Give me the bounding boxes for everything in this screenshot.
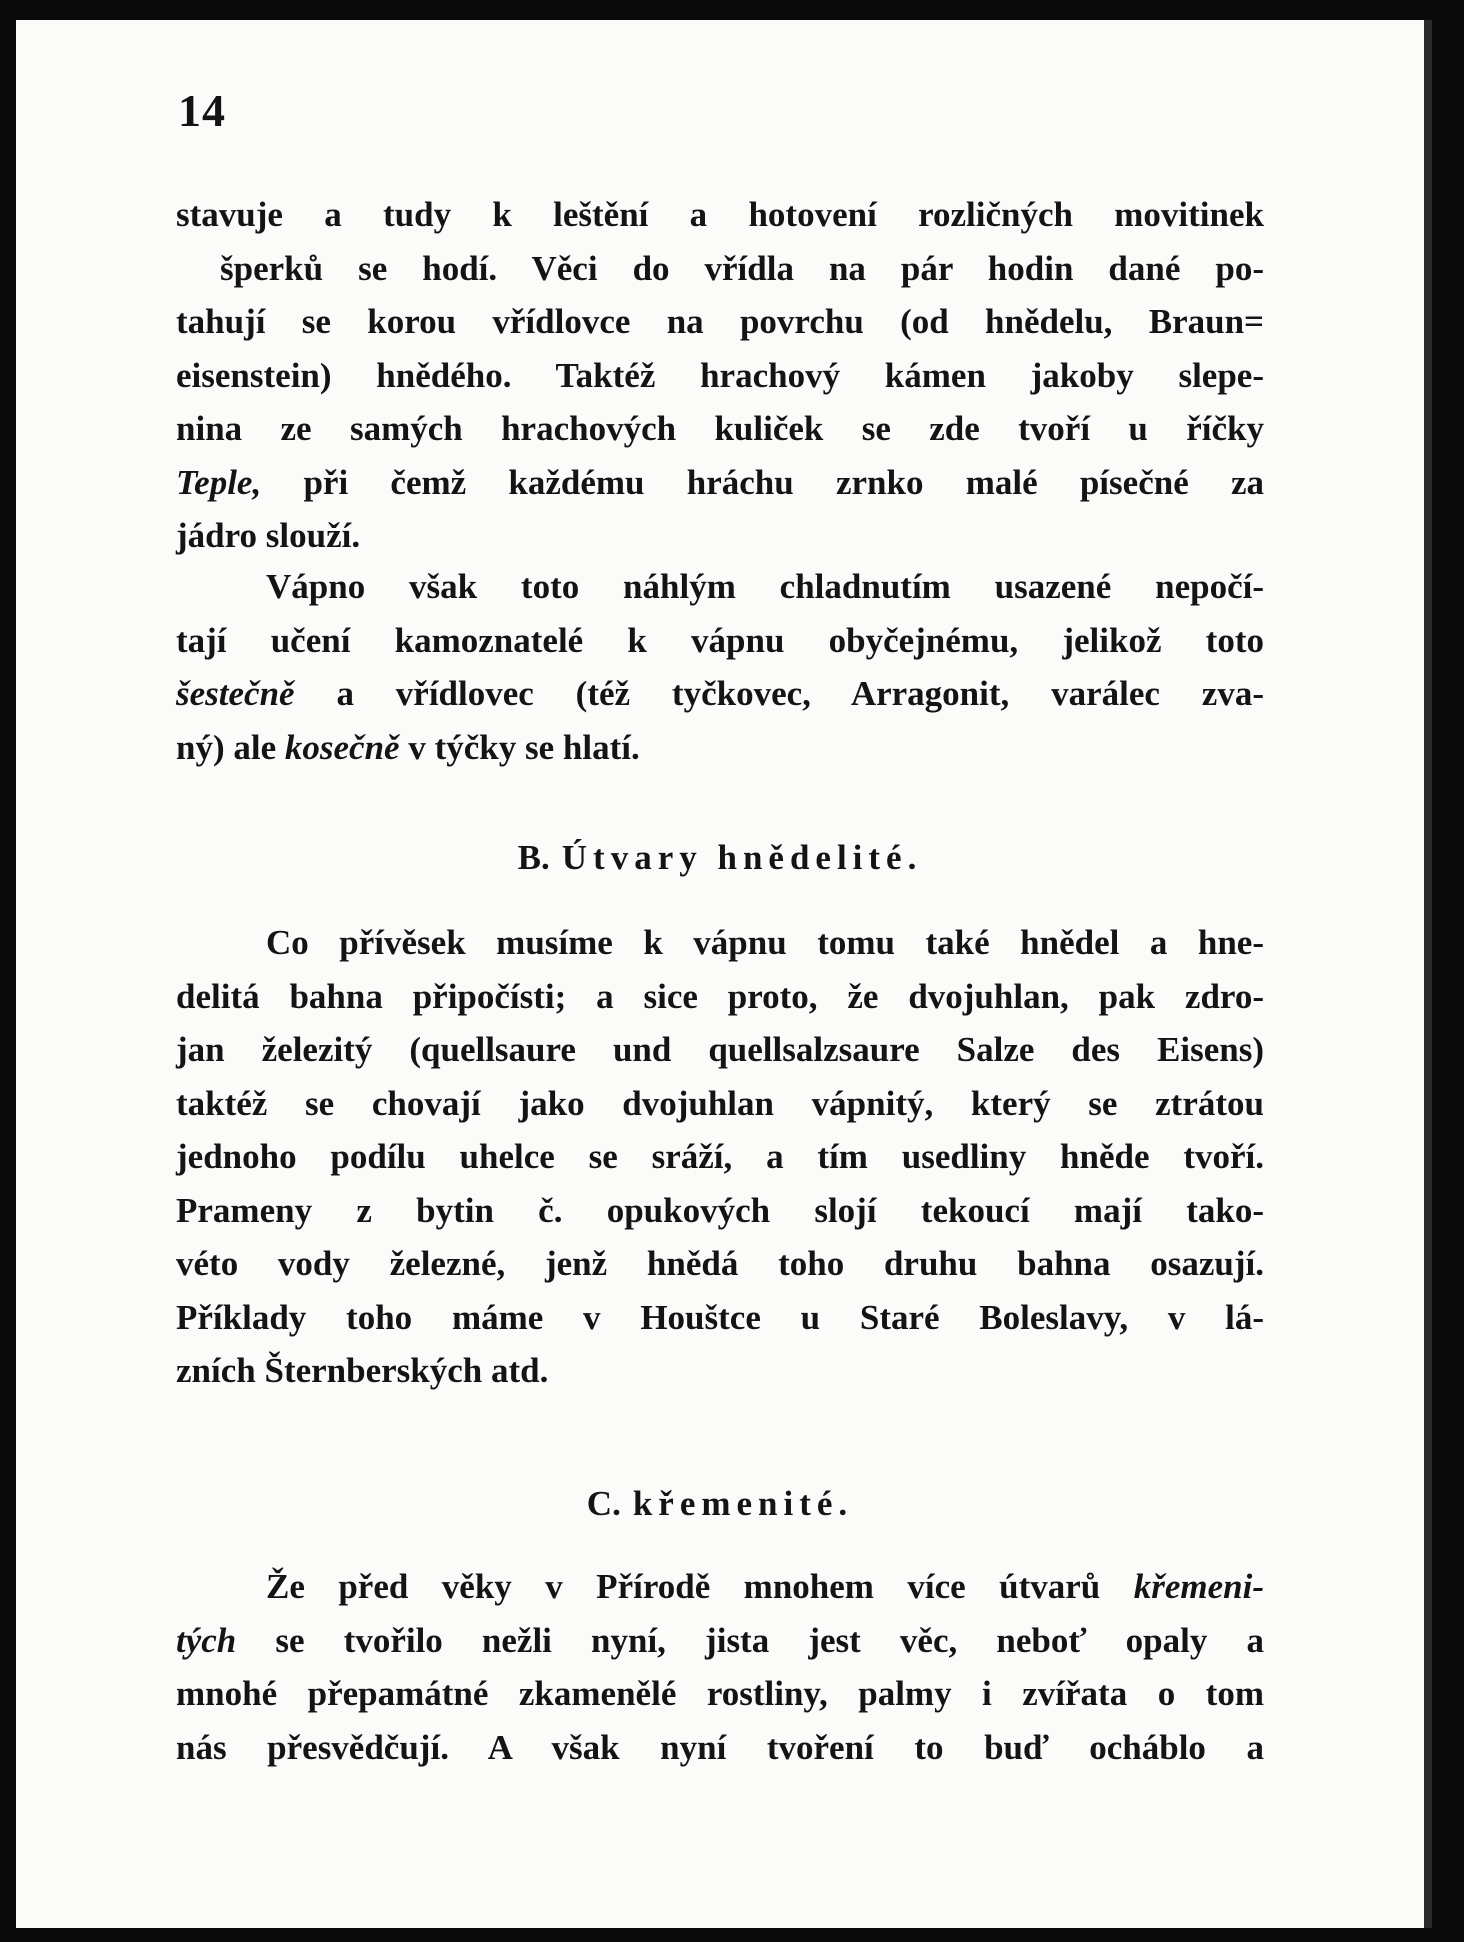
text-line: tahují se korou vřídlovce na povrchu (od hnědelu, Braun= <box>176 302 1264 341</box>
italic-term: šestečně <box>176 674 295 713</box>
paragraph-3 <box>176 916 1264 1398</box>
text-line: jádro slouží. <box>176 516 361 555</box>
text-span: Že před věky v Přírodě mnohem více útvarů <box>266 1567 1101 1606</box>
section-title: Útvary hnědelité. <box>561 838 923 877</box>
text-line: nás přesvědčují. A však nyní tvoření to buď ocháblo a <box>176 1727 1264 1767</box>
text-line: nina ze samých hrachových kuliček se zde tvoří u říčky <box>176 409 1264 448</box>
text-line: tají učení kamoznatelé k vápnu obyčejnému, jelikož toto <box>176 620 1264 660</box>
text-span: při čemž každému hráchu zrnko malé písečné za <box>303 462 1264 502</box>
section-label: B. <box>517 838 550 877</box>
section-heading-b <box>176 838 1264 878</box>
text-line: šperků se hodí. Věci do vřídla na pár hodin dané po- <box>220 248 1264 288</box>
text-span: ný) ale <box>176 727 277 767</box>
text-line <box>176 721 1264 775</box>
text-line: jednoho podílu uhelce se sráží, a tím usedliny hněde tvoří. <box>176 1137 1264 1176</box>
italic-term: Teple, <box>176 462 262 502</box>
text-line: zních Šternberských atd. <box>176 1351 549 1390</box>
text-line: Vápno však toto náhlým chladnutím usazené nepočí- <box>266 567 1264 606</box>
text-line <box>176 1560 1264 1614</box>
paragraph-2 <box>176 560 1264 774</box>
scan-edge-left <box>0 0 16 1942</box>
text-line: mnohé přepamátné zkamenělé rostliny, palmy i zvířata o tom <box>176 1674 1264 1713</box>
text-line: Prameny z bytin č. opukových slojí tekoucí mají tako- <box>176 1190 1264 1230</box>
text-line: taktéž se chovají jako dvojuhlan vápnitý, který se ztrátou <box>176 1083 1264 1123</box>
text-span: a vřídlovec (též tyčkovec, Arragonit, varálec zva- <box>336 674 1264 713</box>
italic-term: kosečně <box>284 727 400 767</box>
text-line: stavuje a tudy k leštění a hotovení rozličných movitinek <box>176 195 1264 234</box>
italic-term: křemeni- <box>1133 1567 1264 1606</box>
text-line: jan železitý (quellsaure und quellsalzsaure Salze des Eisens) <box>176 1030 1264 1069</box>
text-line: véto vody železné, jenž hnědá toho druhu bahna osazují. <box>176 1244 1264 1283</box>
text-line: delitá bahna připočísti; a sice proto, že dvojuhlan, pak zdro- <box>176 976 1264 1016</box>
text-line <box>176 667 1264 721</box>
section-title: křemenité. <box>632 1484 854 1523</box>
text-line: Co přívěsek musíme k vápnu tomu také hnědel a hne- <box>266 923 1264 962</box>
section-heading-c <box>176 1484 1264 1524</box>
scan-edge-bottom <box>0 1928 1464 1942</box>
text-line <box>176 456 1264 510</box>
text-line: Příklady toho máme v Houštce u Staré Boleslavy, v lá- <box>176 1297 1264 1337</box>
text-span: v týčky se hlatí. <box>408 727 640 767</box>
paragraph-1 <box>176 188 1264 563</box>
section-label: C. <box>586 1484 621 1523</box>
page-number: 14 <box>178 85 226 136</box>
text-line <box>176 1614 1264 1668</box>
text-line: eisenstein) hnědého. Taktéž hrachový kámen jakoby slepe- <box>176 355 1264 395</box>
scan-edge-right-shadow <box>1424 20 1432 1942</box>
scan-edge-right <box>1432 0 1464 1942</box>
text-span: se tvořilo nežli nyní, jista jest věc, neboť opaly a <box>275 1620 1264 1660</box>
italic-term: tých <box>176 1620 237 1660</box>
scan-edge-top <box>0 0 1464 20</box>
paragraph-4 <box>176 1560 1264 1774</box>
